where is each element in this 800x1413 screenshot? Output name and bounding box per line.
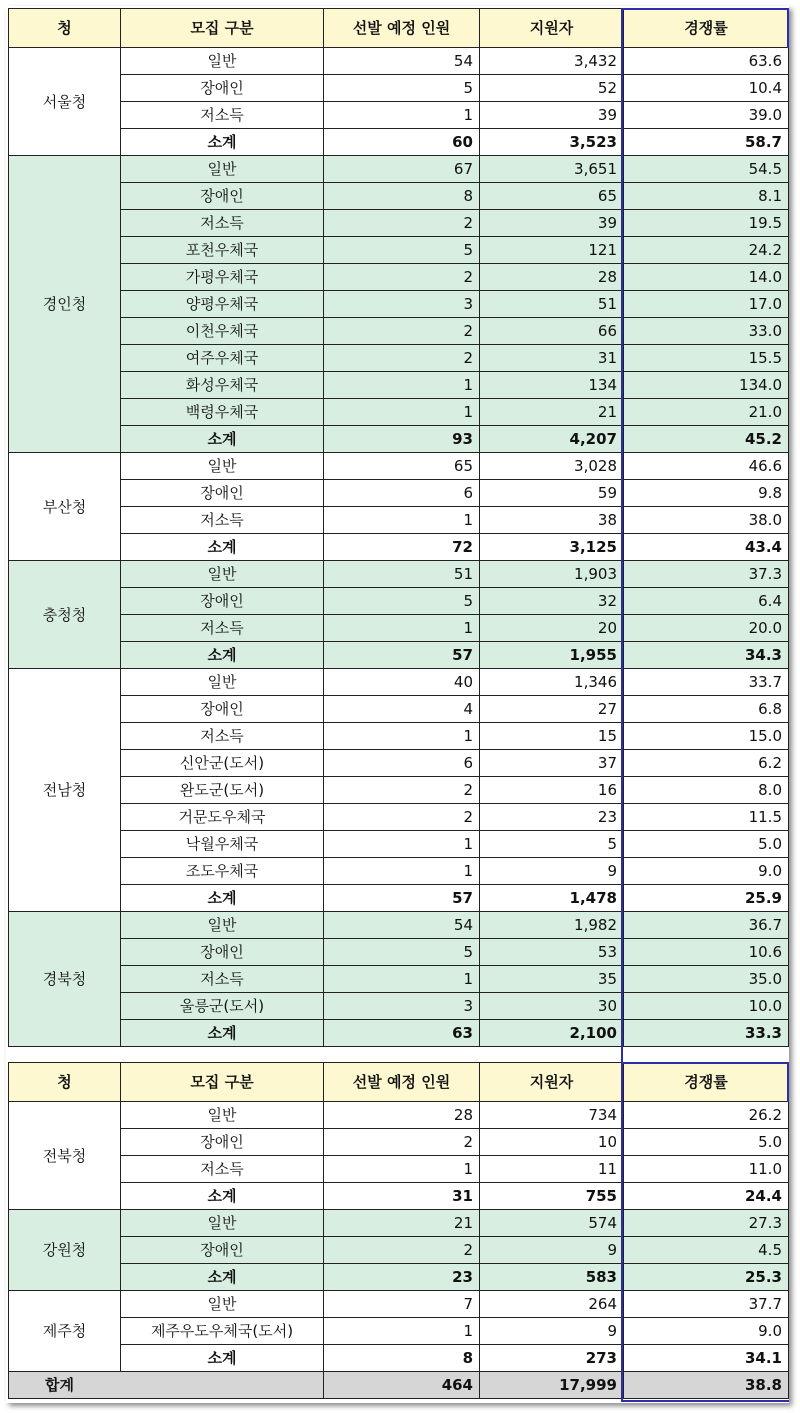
- table-row: [9, 345, 789, 372]
- header-applicants: 지원자: [480, 9, 624, 48]
- rate-cell: 9.0: [624, 1318, 789, 1345]
- rate-cell: 6.2: [624, 750, 789, 777]
- region-group: [9, 561, 789, 669]
- applicants-cell: 121: [480, 237, 624, 264]
- planned-count-cell: 65: [324, 453, 480, 480]
- total-label: 합계: [9, 1372, 324, 1399]
- rate-cell: 54.5: [624, 156, 789, 183]
- category-cell: 일반: [121, 669, 324, 696]
- table-row: [9, 750, 789, 777]
- category-cell: 조도우체국: [121, 858, 324, 885]
- table-row: [9, 48, 789, 75]
- rate-cell: 17.0: [624, 291, 789, 318]
- table-row: [9, 804, 789, 831]
- rate-cell: 35.0: [624, 966, 789, 993]
- total-applicants: 17,999: [480, 1372, 624, 1399]
- applicants-cell: 9: [480, 1318, 624, 1345]
- applicants-cell: 1,346: [480, 669, 624, 696]
- rate-cell: 46.6: [624, 453, 789, 480]
- applicants-cell: 53: [480, 939, 624, 966]
- category-cell: 일반: [121, 1210, 324, 1237]
- applicants-cell: 9: [480, 1237, 624, 1264]
- rate-cell: 4.5: [624, 1237, 789, 1264]
- rate-cell: 33.0: [624, 318, 789, 345]
- category-cell: 저소득: [121, 966, 324, 993]
- applicants-cell: 10: [480, 1129, 624, 1156]
- category-cell: 소계: [121, 642, 324, 669]
- rate-cell: 5.0: [624, 1129, 789, 1156]
- planned-count-cell: 51: [324, 561, 480, 588]
- category-cell: 저소득: [121, 723, 324, 750]
- category-cell: 일반: [121, 1102, 324, 1129]
- category-cell: 양평우체국: [121, 291, 324, 318]
- region-cell: 경북청: [9, 912, 121, 1047]
- rate-column-highlight-right-2: [787, 1062, 789, 1102]
- planned-count-cell: 5: [324, 939, 480, 966]
- category-cell: 거문도우체국: [121, 804, 324, 831]
- total-planned-count: 464: [324, 1372, 480, 1399]
- total-rate: 38.8: [624, 1372, 789, 1399]
- table-row: [9, 372, 789, 399]
- rate-cell: 10.6: [624, 939, 789, 966]
- planned-count-cell: 2: [324, 345, 480, 372]
- applicants-cell: 28: [480, 264, 624, 291]
- planned-count-cell: 1: [324, 372, 480, 399]
- category-cell: 장애인: [121, 1237, 324, 1264]
- category-cell: 장애인: [121, 1129, 324, 1156]
- recruitment-table-1: [8, 8, 789, 1047]
- rate-cell: 10.0: [624, 993, 789, 1020]
- planned-count-cell: 2: [324, 264, 480, 291]
- region-cell: 전북청: [9, 1102, 121, 1210]
- category-cell: 장애인: [121, 588, 324, 615]
- planned-count-cell: 2: [324, 777, 480, 804]
- rate-cell: 8.1: [624, 183, 789, 210]
- category-cell: 장애인: [121, 939, 324, 966]
- applicants-cell: 273: [480, 1345, 624, 1372]
- rate-cell: 36.7: [624, 912, 789, 939]
- table-row: [9, 1237, 789, 1264]
- planned-count-cell: 3: [324, 993, 480, 1020]
- recruitment-table-2: [8, 1062, 789, 1399]
- applicants-cell: 51: [480, 291, 624, 318]
- table-row: [9, 1291, 789, 1318]
- category-cell: 낙월우체국: [121, 831, 324, 858]
- header-applicants: 지원자: [480, 1063, 624, 1102]
- applicants-cell: 39: [480, 210, 624, 237]
- rate-cell: 15.5: [624, 345, 789, 372]
- table-row: [9, 453, 789, 480]
- category-cell: 가평우체국: [121, 264, 324, 291]
- rate-cell: 25.9: [624, 885, 789, 912]
- category-cell: 일반: [121, 912, 324, 939]
- category-cell: 소계: [121, 129, 324, 156]
- applicants-cell: 3,028: [480, 453, 624, 480]
- applicants-cell: 20: [480, 615, 624, 642]
- rate-cell: 45.2: [624, 426, 789, 453]
- applicants-cell: 37: [480, 750, 624, 777]
- category-cell: 소계: [121, 1183, 324, 1210]
- planned-count-cell: 72: [324, 534, 480, 561]
- header-planned-count: 선발 예정 인원: [324, 9, 480, 48]
- table-row: [9, 426, 789, 453]
- planned-count-cell: 6: [324, 750, 480, 777]
- applicants-cell: 755: [480, 1183, 624, 1210]
- table-row: [9, 318, 789, 345]
- planned-count-cell: 60: [324, 129, 480, 156]
- table-row: [9, 1156, 789, 1183]
- applicants-cell: 38: [480, 507, 624, 534]
- region-cell: 서울청: [9, 48, 121, 156]
- category-cell: 장애인: [121, 75, 324, 102]
- planned-count-cell: 54: [324, 912, 480, 939]
- table-row: [9, 75, 789, 102]
- planned-count-cell: 1: [324, 858, 480, 885]
- rate-cell: 34.1: [624, 1345, 789, 1372]
- rate-cell: 39.0: [624, 102, 789, 129]
- table-row: [9, 1183, 789, 1210]
- category-cell: 소계: [121, 534, 324, 561]
- table-row: [9, 399, 789, 426]
- category-cell: 장애인: [121, 696, 324, 723]
- table-row: [9, 696, 789, 723]
- region-cell: 강원청: [9, 1210, 121, 1291]
- rate-column-highlight-bottom: [621, 1400, 789, 1402]
- category-cell: 저소득: [121, 1156, 324, 1183]
- applicants-cell: 65: [480, 183, 624, 210]
- rate-column-highlight-top: [621, 8, 789, 10]
- planned-count-cell: 7: [324, 1291, 480, 1318]
- planned-count-cell: 28: [324, 1102, 480, 1129]
- applicants-cell: 11: [480, 1156, 624, 1183]
- applicants-cell: 1,903: [480, 561, 624, 588]
- header-region: 청: [9, 9, 121, 48]
- applicants-cell: 21: [480, 399, 624, 426]
- rate-cell: 8.0: [624, 777, 789, 804]
- rate-cell: 6.8: [624, 696, 789, 723]
- table-row: [9, 507, 789, 534]
- applicants-cell: 3,523: [480, 129, 624, 156]
- table-row: [9, 912, 789, 939]
- rate-cell: 9.0: [624, 858, 789, 885]
- table-row: [9, 1129, 789, 1156]
- category-cell: 제주우도우체국(도서): [121, 1318, 324, 1345]
- planned-count-cell: 93: [324, 426, 480, 453]
- rate-cell: 26.2: [624, 1102, 789, 1129]
- table-row: [9, 1264, 789, 1291]
- applicants-cell: 1,478: [480, 885, 624, 912]
- region-group: [9, 1291, 789, 1372]
- category-cell: 소계: [121, 1264, 324, 1291]
- rate-cell: 10.4: [624, 75, 789, 102]
- table-row: [9, 615, 789, 642]
- planned-count-cell: 1: [324, 615, 480, 642]
- region-group: [9, 912, 789, 1047]
- header-category: 모집 구분: [121, 9, 324, 48]
- rate-cell: 33.7: [624, 669, 789, 696]
- planned-count-cell: 2: [324, 318, 480, 345]
- planned-count-cell: 40: [324, 669, 480, 696]
- header-region: 청: [9, 1063, 121, 1102]
- planned-count-cell: 1: [324, 966, 480, 993]
- table-row: [9, 1102, 789, 1129]
- applicants-cell: 3,651: [480, 156, 624, 183]
- table-row: [9, 264, 789, 291]
- planned-count-cell: 2: [324, 1237, 480, 1264]
- table-row: [9, 858, 789, 885]
- category-cell: 일반: [121, 561, 324, 588]
- planned-count-cell: 2: [324, 804, 480, 831]
- rate-cell: 15.0: [624, 723, 789, 750]
- category-cell: 저소득: [121, 102, 324, 129]
- region-cell: 부산청: [9, 453, 121, 561]
- region-group: [9, 156, 789, 453]
- region-cell: 전남청: [9, 669, 121, 912]
- category-cell: 포천우체국: [121, 237, 324, 264]
- applicants-cell: 3,432: [480, 48, 624, 75]
- table-row: [9, 129, 789, 156]
- planned-count-cell: 1: [324, 507, 480, 534]
- table-row: [9, 777, 789, 804]
- total-row: [9, 1372, 789, 1399]
- rate-cell: 134.0: [624, 372, 789, 399]
- category-cell: 일반: [121, 453, 324, 480]
- applicants-cell: 59: [480, 480, 624, 507]
- table-row: [9, 966, 789, 993]
- header-category: 모집 구분: [121, 1063, 324, 1102]
- category-cell: 일반: [121, 1291, 324, 1318]
- rate-column-highlight-top-2: [621, 1062, 789, 1064]
- category-cell: 여주우체국: [121, 345, 324, 372]
- rate-cell: 38.0: [624, 507, 789, 534]
- category-cell: 화성우체국: [121, 372, 324, 399]
- region-group: [9, 669, 789, 912]
- table-row: [9, 885, 789, 912]
- category-cell: 백령우체국: [121, 399, 324, 426]
- rate-cell: 19.5: [624, 210, 789, 237]
- planned-count-cell: 1: [324, 399, 480, 426]
- applicants-cell: 134: [480, 372, 624, 399]
- table-row: [9, 291, 789, 318]
- planned-count-cell: 8: [324, 1345, 480, 1372]
- table-row: [9, 237, 789, 264]
- planned-count-cell: 5: [324, 588, 480, 615]
- category-cell: 소계: [121, 1345, 324, 1372]
- table-row: [9, 1210, 789, 1237]
- rate-cell: 58.7: [624, 129, 789, 156]
- planned-count-cell: 8: [324, 183, 480, 210]
- category-cell: 저소득: [121, 210, 324, 237]
- planned-count-cell: 3: [324, 291, 480, 318]
- rate-cell: 37.3: [624, 561, 789, 588]
- region-cell: 제주청: [9, 1291, 121, 1372]
- applicants-cell: 1,955: [480, 642, 624, 669]
- applicants-cell: 15: [480, 723, 624, 750]
- applicants-cell: 16: [480, 777, 624, 804]
- rate-cell: 43.4: [624, 534, 789, 561]
- table-row: [9, 183, 789, 210]
- planned-count-cell: 4: [324, 696, 480, 723]
- header-planned-count: 선발 예정 인원: [324, 1063, 480, 1102]
- table-row: [9, 723, 789, 750]
- applicants-cell: 39: [480, 102, 624, 129]
- applicants-cell: 1,982: [480, 912, 624, 939]
- category-cell: 신안군(도서): [121, 750, 324, 777]
- planned-count-cell: 5: [324, 75, 480, 102]
- table-row: [9, 156, 789, 183]
- rate-column-highlight: [621, 8, 623, 1402]
- rate-cell: 5.0: [624, 831, 789, 858]
- rate-cell: 33.3: [624, 1020, 789, 1047]
- rate-cell: 27.3: [624, 1210, 789, 1237]
- rate-cell: 20.0: [624, 615, 789, 642]
- table-row: [9, 1020, 789, 1047]
- rate-cell: 9.8: [624, 480, 789, 507]
- region-group: [9, 453, 789, 561]
- applicants-cell: 30: [480, 993, 624, 1020]
- planned-count-cell: 1: [324, 1156, 480, 1183]
- table-row: [9, 1318, 789, 1345]
- category-cell: 소계: [121, 426, 324, 453]
- applicants-cell: 27: [480, 696, 624, 723]
- table-row: [9, 534, 789, 561]
- planned-count-cell: 57: [324, 885, 480, 912]
- planned-count-cell: 2: [324, 1129, 480, 1156]
- applicants-cell: 2,100: [480, 1020, 624, 1047]
- category-cell: 이천우체국: [121, 318, 324, 345]
- rate-cell: 34.3: [624, 642, 789, 669]
- applicants-cell: 574: [480, 1210, 624, 1237]
- category-cell: 소계: [121, 885, 324, 912]
- planned-count-cell: 31: [324, 1183, 480, 1210]
- planned-count-cell: 21: [324, 1210, 480, 1237]
- rate-cell: 11.0: [624, 1156, 789, 1183]
- category-cell: 울릉군(도서): [121, 993, 324, 1020]
- planned-count-cell: 63: [324, 1020, 480, 1047]
- rate-cell: 6.4: [624, 588, 789, 615]
- table-row: [9, 993, 789, 1020]
- category-cell: 소계: [121, 1020, 324, 1047]
- rate-cell: 24.2: [624, 237, 789, 264]
- region-group: [9, 1102, 789, 1210]
- applicants-cell: 66: [480, 318, 624, 345]
- applicants-cell: 52: [480, 75, 624, 102]
- region-cell: 충청청: [9, 561, 121, 669]
- rate-cell: 21.0: [624, 399, 789, 426]
- table-row: [9, 210, 789, 237]
- region-group: [9, 48, 789, 156]
- planned-count-cell: 6: [324, 480, 480, 507]
- planned-count-cell: 1: [324, 102, 480, 129]
- planned-count-cell: 1: [324, 723, 480, 750]
- planned-count-cell: 67: [324, 156, 480, 183]
- region-cell: 경인청: [9, 156, 121, 453]
- table-row: [9, 102, 789, 129]
- category-cell: 일반: [121, 156, 324, 183]
- table-row: [9, 642, 789, 669]
- applicants-cell: 32: [480, 588, 624, 615]
- rate-cell: 25.3: [624, 1264, 789, 1291]
- applicants-cell: 23: [480, 804, 624, 831]
- table-header-row: [9, 1063, 789, 1102]
- applicants-cell: 734: [480, 1102, 624, 1129]
- planned-count-cell: 57: [324, 642, 480, 669]
- applicants-cell: 5: [480, 831, 624, 858]
- table-row: [9, 480, 789, 507]
- rate-cell: 11.5: [624, 804, 789, 831]
- category-cell: 완도군(도서): [121, 777, 324, 804]
- category-cell: 저소득: [121, 507, 324, 534]
- applicants-cell: 31: [480, 345, 624, 372]
- table-row: [9, 939, 789, 966]
- applicants-cell: 35: [480, 966, 624, 993]
- category-cell: 저소득: [121, 615, 324, 642]
- rate-column-highlight-right: [787, 8, 789, 48]
- planned-count-cell: 2: [324, 210, 480, 237]
- planned-count-cell: 1: [324, 1318, 480, 1345]
- table-row: [9, 669, 789, 696]
- table-header-row: [9, 9, 789, 48]
- category-cell: 장애인: [121, 183, 324, 210]
- table-row: [9, 831, 789, 858]
- applicants-cell: 4,207: [480, 426, 624, 453]
- rate-cell: 24.4: [624, 1183, 789, 1210]
- table-row: [9, 588, 789, 615]
- rate-cell: 63.6: [624, 48, 789, 75]
- rate-cell: 14.0: [624, 264, 789, 291]
- applicants-cell: 264: [480, 1291, 624, 1318]
- applicants-cell: 9: [480, 858, 624, 885]
- planned-count-cell: 5: [324, 237, 480, 264]
- rate-cell: 37.7: [624, 1291, 789, 1318]
- applicants-cell: 3,125: [480, 534, 624, 561]
- planned-count-cell: 1: [324, 831, 480, 858]
- applicants-cell: 583: [480, 1264, 624, 1291]
- region-group: [9, 1210, 789, 1291]
- planned-count-cell: 54: [324, 48, 480, 75]
- planned-count-cell: 23: [324, 1264, 480, 1291]
- header-competition-rate: 경쟁률: [624, 1063, 789, 1102]
- table-row: [9, 561, 789, 588]
- category-cell: 일반: [121, 48, 324, 75]
- table-row: [9, 1345, 789, 1372]
- category-cell: 장애인: [121, 480, 324, 507]
- header-competition-rate: 경쟁률: [624, 9, 789, 48]
